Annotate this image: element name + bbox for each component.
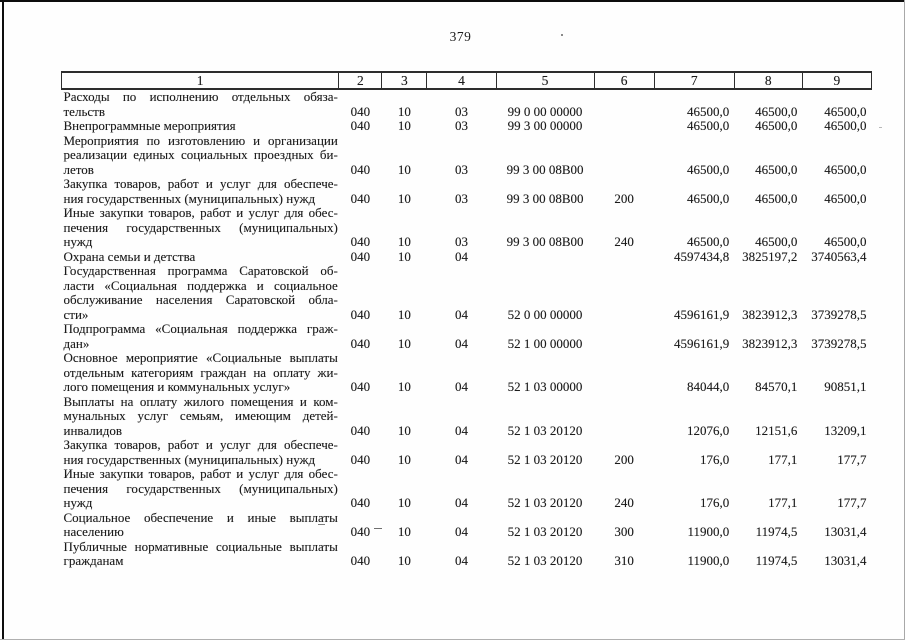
cell-amount-year1: 84044,0 [687, 379, 730, 394]
table-row [62, 250, 872, 265]
cell-amount-year2: 46500,0 [755, 234, 798, 249]
table-header-row [62, 72, 872, 89]
row-title-line: ния государственных (муниципальных) нужд [63, 451, 316, 467]
cell-amount-year1: 46500,0 [687, 161, 730, 177]
table-row [62, 264, 872, 322]
cell-target-article-code: 99 3 00 00000 [507, 118, 583, 133]
cell-expense-type-code: 240 [614, 234, 634, 249]
cell-amount-year3: 13209,1 [824, 422, 867, 438]
cell-amount-year3: 46500,0 [824, 103, 867, 119]
cell-amount-year1: 4596161,9 [674, 335, 730, 351]
row-title-line: Иные закупки товаров, работ и услуг для обес- [63, 205, 338, 220]
scan-frame-left [2, 0, 4, 640]
scan-speck [374, 528, 382, 529]
cell-grbs-code: 040 [350, 335, 371, 351]
row-title-line: печения государственных (муниципальных) [63, 480, 338, 496]
row-title-cell [62, 134, 339, 178]
cell-expense-type-code [594, 89, 654, 119]
column-header-6: 6 [594, 72, 654, 89]
cell-target-article-code: 99 3 00 08В00 [506, 161, 584, 177]
cell-razdel-code: 10 [397, 248, 411, 264]
cell-amount-year3: 13031,4 [824, 524, 867, 539]
cell-podrazdel-code: 03 [454, 190, 468, 206]
cell-expense-type-code [594, 134, 654, 178]
cell-podrazdel-code: 04 [454, 335, 468, 351]
column-header-7: 7 [654, 72, 734, 89]
row-title-cell [62, 438, 339, 467]
row-title-line: Государственная программа Саратовской об- [63, 263, 338, 278]
cell-amount-year1: 11900,0 [687, 553, 730, 568]
cell-razdel-code: 10 [397, 524, 411, 539]
row-title-cell [62, 250, 339, 265]
column-header-5: 5 [496, 72, 594, 89]
row-title-cell [62, 89, 339, 119]
cell-amount-year2: 46500,0 [755, 103, 798, 119]
cell-amount-year2: 177,1 [768, 495, 798, 510]
cell-grbs-code: 040 [350, 422, 371, 438]
row-title-cell [62, 351, 339, 395]
row-title-line: гражданам [63, 553, 124, 568]
scan-speck [879, 127, 882, 128]
cell-expense-type-code: 200 [614, 190, 634, 206]
cell-expense-type-code [594, 322, 654, 351]
table-row [62, 89, 872, 119]
cell-amount-year3: 46500,0 [824, 161, 867, 177]
column-header-1: 1 [62, 72, 339, 89]
cell-target-article-code: 99 0 00 00000 [507, 103, 583, 119]
table-row [62, 438, 872, 467]
cell-podrazdel-code: 03 [454, 103, 468, 119]
cell-grbs-code: 040 [350, 190, 371, 206]
cell-expense-type-code: 310 [614, 553, 634, 568]
cell-target-article-code [496, 250, 594, 265]
cell-target-article-code: 52 1 03 20120 [507, 553, 583, 568]
cell-podrazdel-code: 04 [454, 306, 468, 322]
cell-target-article-code: 52 1 03 20120 [507, 422, 583, 438]
row-title-cell [62, 395, 339, 439]
column-header-4: 4 [427, 72, 496, 89]
row-title-line: мунальных услуг семьям, имеющим детей- [63, 408, 338, 423]
cell-expense-type-code: 300 [614, 524, 634, 539]
cell-target-article-code: 52 1 03 20120 [507, 495, 583, 510]
table-body [62, 89, 872, 569]
row-title-line: Подпрограмма «Социальная поддержка граж- [63, 321, 338, 336]
cell-expense-type-code [594, 250, 654, 265]
cell-razdel-code: 10 [397, 190, 411, 206]
cell-expense-type-code: 200 [614, 451, 634, 467]
cell-grbs-code: 040 [350, 248, 371, 264]
budget-table [61, 71, 872, 569]
cell-razdel-code: 10 [397, 118, 411, 133]
cell-razdel-code: 10 [397, 103, 411, 119]
cell-podrazdel-code: 04 [454, 524, 468, 539]
cell-expense-type-code: 240 [614, 495, 634, 510]
row-title-cell [62, 119, 339, 134]
table-row [62, 351, 872, 395]
cell-amount-year3: 13031,4 [824, 553, 867, 568]
table-row [62, 119, 872, 134]
cell-target-article-code: 52 1 03 00000 [507, 379, 583, 394]
cell-podrazdel-code: 04 [454, 451, 468, 467]
table-row [62, 134, 872, 178]
cell-amount-year2: 46500,0 [755, 118, 798, 133]
table-row [62, 395, 872, 439]
cell-amount-year1: 46500,0 [687, 234, 730, 249]
cell-target-article-code: 52 0 00 00000 [507, 306, 583, 322]
cell-target-article-code: 52 1 03 20120 [507, 451, 583, 467]
row-title-line: ния государственных (муниципальных) нужд [63, 190, 316, 206]
column-header-2: 2 [339, 72, 382, 89]
cell-amount-year3: 46500,0 [824, 234, 867, 249]
cell-amount-year2: 46500,0 [755, 190, 798, 206]
cell-amount-year1: 46500,0 [687, 190, 730, 206]
cell-expense-type-code [594, 351, 654, 395]
cell-razdel-code: 10 [397, 335, 411, 351]
cell-grbs-code: 040 [350, 379, 371, 394]
table-row [62, 206, 872, 250]
cell-razdel-code: 10 [397, 553, 411, 568]
cell-amount-year2: 3823912,3 [742, 306, 798, 322]
scan-frame-top [0, 0, 905, 2]
cell-expense-type-code [594, 119, 654, 134]
cell-target-article-code: 52 1 00 00000 [507, 335, 583, 351]
row-title-line: Мероприятия по изготовлению и организации [63, 132, 338, 148]
cell-grbs-code: 040 [350, 103, 371, 119]
row-title-line: Социальное обеспечение и иные выплаты [63, 509, 338, 525]
table-row [62, 322, 872, 351]
cell-amount-year2: 12151,6 [755, 422, 798, 438]
cell-amount-year2: 11974,5 [755, 553, 798, 568]
table-row [62, 467, 872, 511]
row-title-line: населению [63, 524, 124, 539]
cell-amount-year3: 3739278,5 [811, 306, 867, 322]
cell-grbs-code: 040 [350, 495, 371, 510]
row-title-cell [62, 264, 339, 322]
page-number: 379 [449, 29, 472, 44]
cell-grbs-code: 040 [350, 553, 371, 568]
cell-amount-year1: 11900,0 [687, 524, 730, 539]
cell-grbs-code: 040 [350, 118, 371, 133]
cell-razdel-code: 10 [397, 422, 411, 438]
cell-podrazdel-code: 04 [454, 553, 468, 568]
cell-amount-year1: 176,0 [700, 451, 730, 467]
row-title-line: ласти «Социальная поддержка и социальное [63, 277, 338, 293]
cell-expense-type-code [594, 395, 654, 439]
cell-amount-year3: 3739278,5 [811, 335, 867, 351]
row-title-line: реализации единых социальных проездных би- [63, 147, 338, 162]
cell-amount-year3: 177,7 [837, 451, 867, 467]
cell-razdel-code: 10 [397, 234, 411, 249]
cell-amount-year1: 46500,0 [687, 118, 730, 133]
cell-podrazdel-code: 04 [454, 248, 468, 264]
row-title-line: сти» [63, 306, 89, 322]
scan-speck [318, 524, 325, 525]
cell-grbs-code: 040 [350, 524, 371, 539]
table-row [62, 177, 872, 206]
cell-razdel-code: 10 [397, 495, 411, 510]
cell-amount-year2: 46500,0 [755, 161, 798, 177]
cell-amount-year3: 177,7 [837, 495, 867, 510]
row-title-line: летов [63, 161, 94, 177]
cell-amount-year3: 90851,1 [824, 379, 867, 394]
cell-amount-year3: 3740563,4 [811, 248, 867, 264]
cell-grbs-code: 040 [350, 161, 371, 177]
cell-target-article-code: 99 3 00 08В00 [506, 234, 584, 249]
cell-target-article-code: 52 1 03 20120 [507, 524, 583, 539]
row-title-line: нужд [63, 495, 93, 510]
column-header-9: 9 [802, 72, 871, 89]
cell-amount-year2: 3825197,2 [742, 248, 798, 264]
row-title-cell [62, 206, 339, 250]
column-header-3: 3 [382, 72, 427, 89]
cell-razdel-code: 10 [397, 451, 411, 467]
cell-podrazdel-code: 03 [454, 118, 468, 133]
cell-podrazdel-code: 04 [454, 495, 468, 510]
cell-amount-year2: 3823912,3 [742, 335, 798, 351]
cell-grbs-code: 040 [350, 234, 371, 249]
cell-amount-year3: 46500,0 [824, 118, 867, 133]
row-title-line: Основное мероприятие «Социальные выплаты [63, 350, 338, 365]
table-row [62, 540, 872, 569]
cell-grbs-code: 040 [350, 451, 371, 467]
cell-podrazdel-code: 03 [454, 234, 468, 249]
cell-podrazdel-code: 03 [454, 161, 468, 177]
cell-podrazdel-code: 04 [454, 379, 468, 394]
row-title-line: Охрана семьи и детства [63, 248, 196, 264]
row-title-line: отдельным категориям граждан на оплату жи- [63, 364, 338, 380]
row-title-line: Публичные нормативные социальные выплаты [63, 538, 338, 554]
cell-amount-year1: 12076,0 [687, 422, 730, 438]
cell-amount-year2: 11974,5 [755, 524, 798, 539]
scan-speck [561, 34, 563, 36]
cell-razdel-code: 10 [397, 379, 411, 394]
row-title-cell [62, 177, 339, 206]
row-title-line: Расходы по исполнению отдельных обяза- [63, 89, 338, 104]
cell-amount-year2: 84570,1 [755, 379, 798, 394]
row-title-line: лого помещения и коммунальных услуг» [63, 379, 291, 394]
row-title-line: тельств [63, 103, 105, 119]
row-title-cell [62, 540, 339, 569]
cell-grbs-code: 040 [350, 306, 371, 322]
row-title-line: Внепрограммные мероприятия [63, 118, 236, 133]
column-header-8: 8 [734, 72, 802, 89]
cell-razdel-code: 10 [397, 306, 411, 322]
cell-expense-type-code [594, 264, 654, 322]
cell-amount-year1: 46500,0 [687, 103, 730, 119]
cell-amount-year3: 46500,0 [824, 190, 867, 206]
table-row [62, 511, 872, 540]
cell-podrazdel-code: 04 [454, 422, 468, 438]
row-title-cell [62, 467, 339, 511]
row-title-line: нужд [63, 234, 93, 249]
row-title-line: Выплаты на оплату жилого помещения и ком- [63, 393, 338, 409]
cell-amount-year1: 4596161,9 [674, 306, 730, 322]
row-title-line: Закупка товаров, работ и услуг для обеспече- [63, 176, 338, 191]
row-title-line: обслуживание населения Саратовской обла- [63, 292, 338, 307]
row-title-line: инвалидов [63, 422, 122, 438]
cell-razdel-code: 10 [397, 161, 411, 177]
row-title-line: печения государственных (муниципальных) [63, 219, 338, 235]
cell-amount-year2: 177,1 [768, 451, 798, 467]
row-title-cell [62, 322, 339, 351]
cell-target-article-code: 99 3 00 08В00 [506, 190, 584, 206]
cell-amount-year1: 4597434,8 [674, 248, 730, 264]
cell-amount-year1: 176,0 [700, 495, 730, 510]
row-title-cell [62, 511, 339, 540]
row-title-line: дан» [63, 335, 90, 351]
row-title-line: Иные закупки товаров, работ и услуг для обес- [63, 466, 338, 481]
row-title-line: Закупка товаров, работ и услуг для обеспече- [63, 437, 338, 452]
